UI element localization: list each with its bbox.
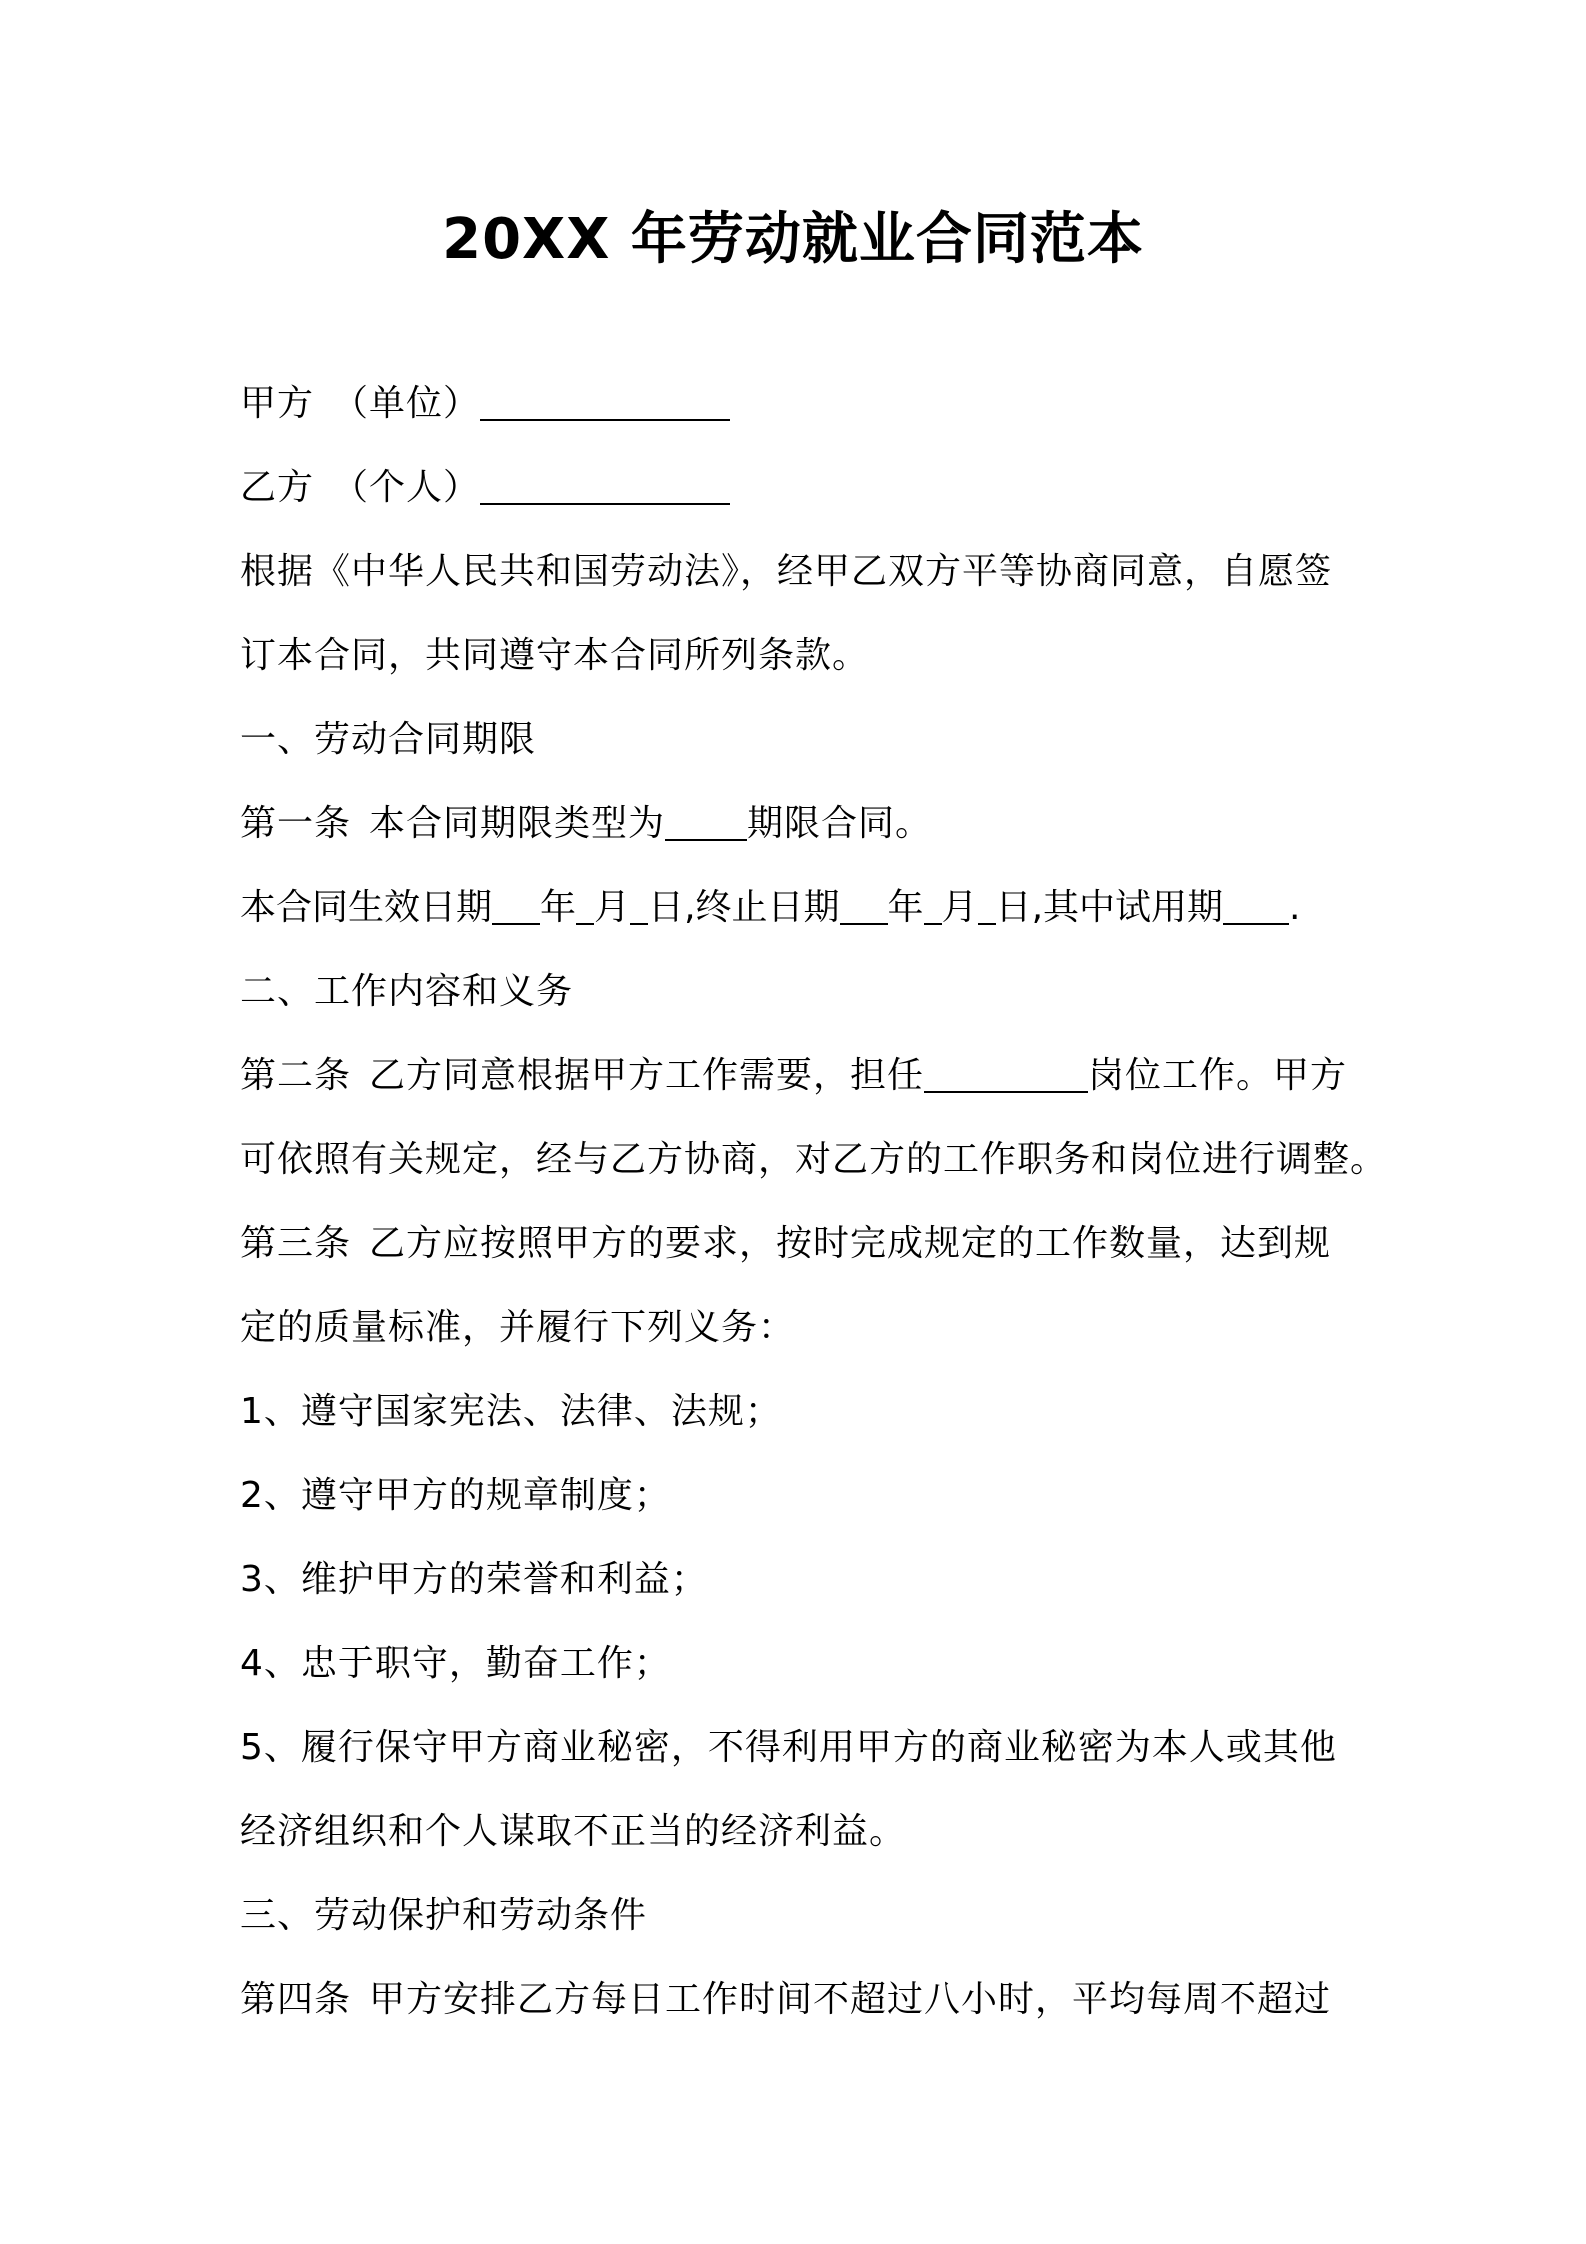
dates-t6: 年	[887, 887, 924, 928]
section-1-heading: 一、劳动合同期限	[240, 719, 537, 760]
duty-item-2: 2、遵守甲方的规章制度；	[240, 1475, 671, 1516]
end-day-blank	[978, 885, 996, 925]
dates-t7: 月	[941, 887, 978, 928]
article-1-text-b: 期限合同。	[747, 803, 933, 844]
article-2-continued: 可依照有关规定，经与乙方协商，对乙方的工作职务和岗位进行调整。	[240, 1139, 1388, 1180]
article-2-text-b: 岗位工作。甲方	[1088, 1055, 1348, 1096]
start-year-blank	[492, 885, 540, 925]
start-day-blank	[630, 885, 648, 925]
section-3-heading: 三、劳动保护和劳动条件	[240, 1895, 648, 1936]
duty-item-4: 4、忠于职守，勤奋工作；	[240, 1643, 671, 1684]
party-b-paren: （个人）	[332, 467, 481, 508]
article-3-label: 第三条	[240, 1223, 352, 1264]
party-a-line	[240, 374, 1390, 434]
party-b-label: 乙方	[240, 467, 315, 508]
party-b-line	[240, 458, 1390, 518]
dates-t2: 年	[540, 887, 577, 928]
section-2-heading: 二、工作内容和义务	[240, 971, 574, 1012]
article-2-label: 第二条	[240, 1055, 352, 1096]
dates-t9: ,其中试用期	[1031, 887, 1224, 928]
dates-t3: 月	[594, 887, 631, 928]
dates-t1: 本合同生效日期	[240, 887, 493, 928]
article-1-label: 第一条	[240, 803, 352, 844]
document-title: 20XX 年劳动就业合同范本	[442, 207, 1144, 272]
article-3-text: 乙方应按照甲方的要求，按时完成规定的工作数量，达到规	[369, 1223, 1332, 1264]
party-a-blank	[480, 381, 730, 421]
preamble-line-1: 根据《中华人民共和国劳动法》，经甲乙双方平等协商同意，自愿签	[240, 551, 1333, 592]
start-month-blank	[576, 885, 594, 925]
end-month-blank	[924, 885, 942, 925]
article-2	[240, 1046, 1390, 1106]
party-b-blank	[480, 465, 730, 505]
article-3	[240, 1214, 1390, 1274]
end-year-blank	[840, 885, 888, 925]
preamble-line-2: 订本合同，共同遵守本合同所列条款。	[240, 635, 870, 676]
article-1	[240, 794, 1390, 854]
probation-blank	[1223, 885, 1289, 925]
duty-item-5-continued: 经济组织和个人谋取不正当的经济利益。	[240, 1811, 907, 1852]
dates-t8: 日	[995, 887, 1032, 928]
duty-item-1: 1、遵守国家宪法、法律、法规；	[240, 1391, 782, 1432]
party-a-label: 甲方	[240, 383, 315, 424]
contract-dates-line	[240, 878, 1390, 938]
contract-type-blank	[665, 801, 747, 841]
article-1-text-a: 本合同期限类型为	[369, 803, 666, 844]
party-a-paren: （单位）	[332, 383, 481, 424]
article-2-text-a: 乙方同意根据甲方工作需要，担任	[369, 1055, 925, 1096]
article-4-label: 第四条	[240, 1979, 352, 2020]
dates-t5: ,终止日期	[684, 887, 840, 928]
article-4-text: 甲方安排乙方每日工作时间不超过八小时，平均每周不超过	[369, 1979, 1332, 2020]
duty-item-5: 5、履行保守甲方商业秘密，不得利用甲方的商业秘密为本人或其他	[240, 1727, 1337, 1768]
dates-t10: .	[1289, 887, 1301, 928]
dates-t4: 日	[648, 887, 685, 928]
article-3-continued: 定的质量标准，并履行下列义务：	[240, 1307, 796, 1348]
duty-item-3: 3、维护甲方的荣誉和利益；	[240, 1559, 708, 1600]
article-4	[240, 1970, 1390, 2030]
position-blank	[924, 1053, 1088, 1093]
